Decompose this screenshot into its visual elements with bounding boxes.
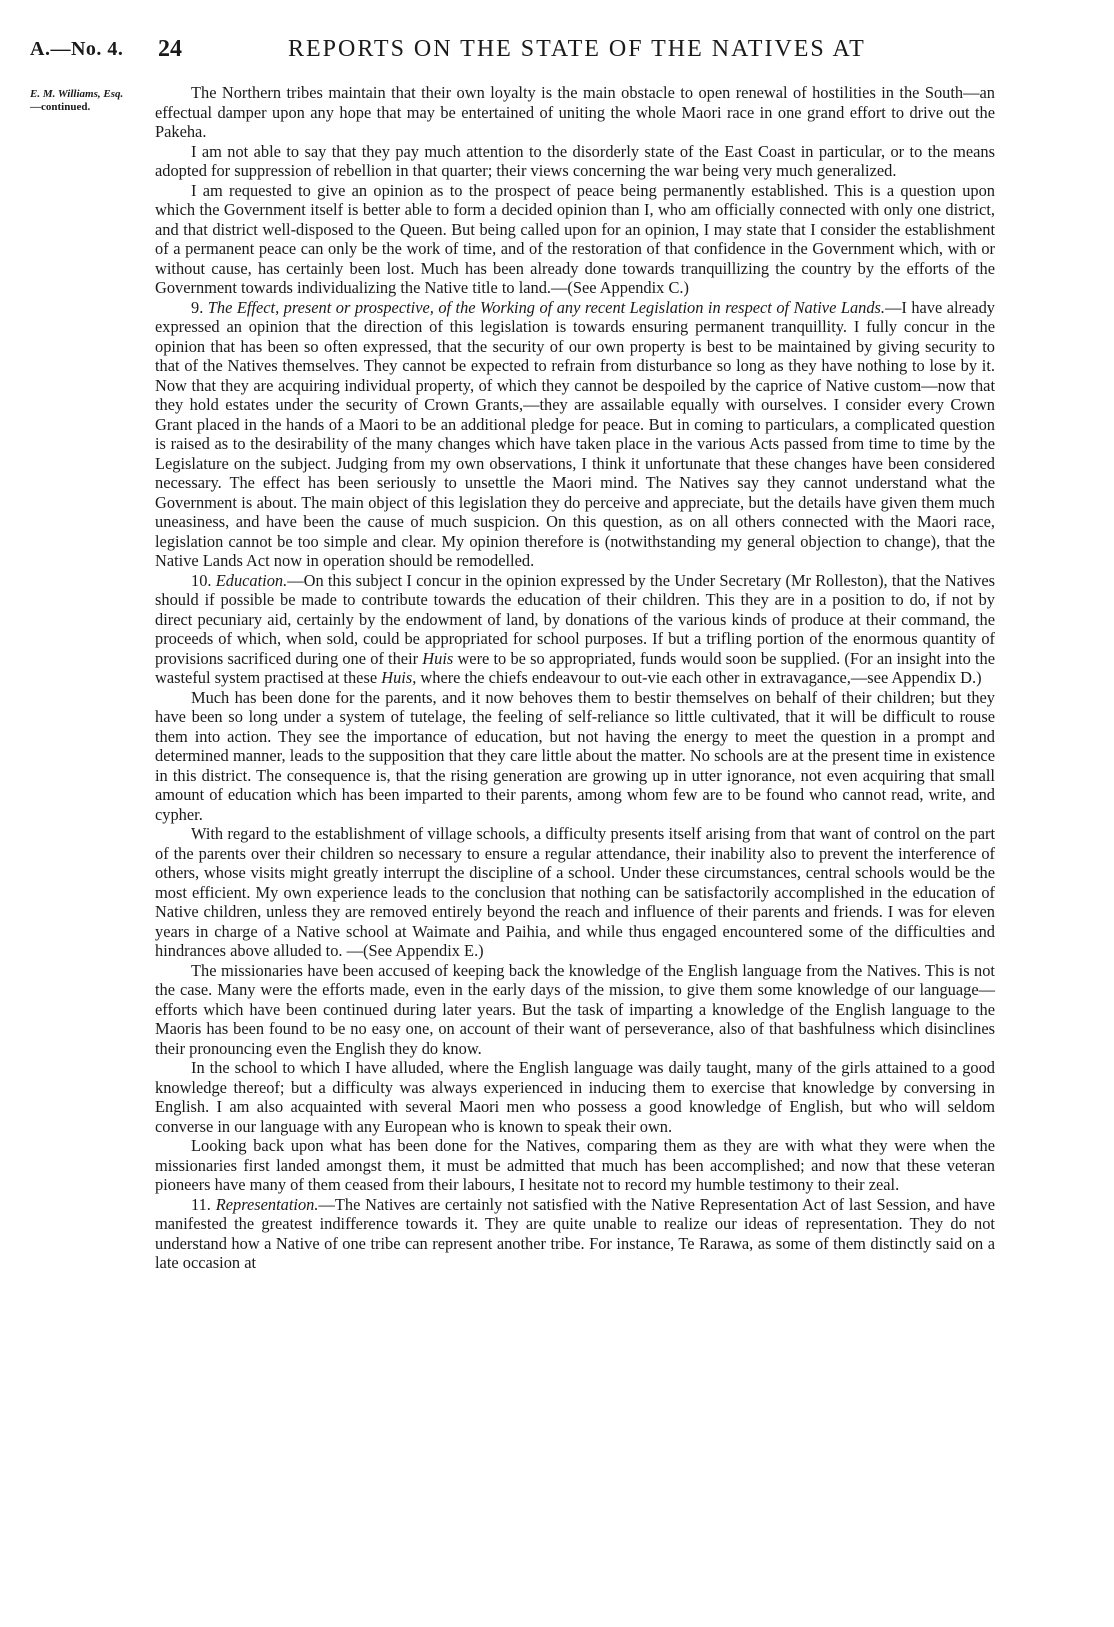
page-header [30, 36, 1090, 66]
section-text: where the chiefs endeavour to out-vie each other in extravagance,—see Appendix D.) [420, 668, 982, 687]
section-number: 9. [191, 297, 204, 317]
section-10 [155, 571, 995, 688]
paragraph: The missionaries have been accused of keeping back the knowledge of the English language from the Natives. This is not the case. Many were the efforts made, even in the early days of the mission, to give them some knowledge of our language—efforts which have been continued during later years. But the task of imparting a knowledge of the English language to the Maoris has been found to be no easy one, on account of their want of perseverance, also of that bashfulness which disinclines their pronouncing even the English they do know. [155, 960, 995, 1058]
section-text: —On this subject I concur in the opinion expressed by the Under Secretary (Mr Rolleston), that the Natives should if possible be made to contribute towards the education of their children. This they are in a position to do, if not by direct pecuniary aid, certainly by the endowment of land, by donations of the various kinds of produce at their command, the proceeds of which, when sold, could be appropriated for school purposes. If but a trifling portion of the enormous quantity of provisions sacrificed during one of their [155, 570, 995, 668]
margin-note [30, 88, 150, 114]
italic-term: Huis [422, 648, 454, 668]
section-heading: The Effect, present or prospective, of the Working of any recent Legislation in respect of Native Lands. [207, 297, 886, 317]
paragraph: Much has been done for the parents, and it now behoves them to bestir themselves on behalf of their children; but they have been so long under a system of tutelage, the feeling of self-reliance so little cultivated, that it will be difficult to rouse them into action. They see the importance of education, but not having the energy to meet the question in a prompt and determined manner, leads to the supposition that they care little about the matter. No schools are at the present time in existence in this district. The consequence is, that the rising generation are growing up in utter ignorance, not even acquiring that small amount of education which has been imparted to their parents, among whom few are to be found who cannot read, write, and cypher. [155, 687, 995, 824]
paragraph: With regard to the establishment of village schools, a difficulty presents itself arising from that want of control on the part of the parents over their children so necessary to ensure a regular attendance, their inability also to prevent the interference of others, whose visits might greatly interrupt the discipline of a school. Under these circumstances, central schools would be the most efficient. My own experience leads to the conclusion that nothing can be satisfactorily accomplished in the education of Native children, unless they are removed entirely beyond the reach and influence of their parents and friends. I was for eleven years in charge of a Native school at Waimate and Paihia, and while thus engaged encountered some of the difficulties and hindrances above alluded to. —(See Appendix E.) [155, 824, 995, 960]
margin-note-continued: —continued. [30, 101, 91, 113]
document-reference: A.—No. 4. [30, 38, 124, 60]
section-number: 11. [191, 1194, 211, 1214]
italic-term: Huis, [381, 668, 417, 687]
running-title: REPORTS ON THE STATE OF THE NATIVES AT [288, 36, 866, 62]
section-heading: Education. [215, 570, 288, 590]
section-text: —I have already expressed an opinion that the direction of this legislation is towards ensuring permanent tranquillity. I fully concur in the opinion that has been so often expressed, that the security of our own property is best to be maintained by giving security to that of the Natives themselves. They cannot be expected to refrain from disturbance so long as they have nothing to lose by it. Now that they are acquiring individual property, of which they cannot be despoiled by the caprice of Native custom—now that they hold estates under the security of Crown Grants,—they are assailable equally with ourselves. I consider every Crown Grant placed in the hands of a Maori to be an additional pledge for peace. But in coming to particulars, a complicated question is raised as to the desirability of the many changes which have taken place in the various Acts passed from time to time by the Legislature on the subject. Judging from my own observations, I think it unfortunate that these changes have been considered necessary. The effect has been seriously to unsettle the Maori mind. The Natives say they cannot understand what the Government is about. The main object of this legislation they do perceive and appreciate, but the details have given them much uneasiness, and have been the cause of much suspicion. On this question, as on all others connected with the Maori race, legislation cannot be too simple and clear. My opinion therefore is (notwithstanding my general objection to change), that the Native Lands Act now in operation should be remodelled. [155, 297, 995, 570]
paragraph: Looking back upon what has been done for the Natives, comparing them as they are with what they were when the missionaries first landed amongst them, it must be admitted that much has been accomplished; and now that these veteran pioneers have many of them ceased from their labours, I hesitate not to record my humble testimony to their zeal. [155, 1136, 995, 1194]
paragraph: The Northern tribes maintain that their own loyalty is the main obstacle to open renewal of hostilities in the South—an effectual damper upon any hope that may be entertained of uniting the whole Maori race in one grand effort to drive out the Pakeha. [155, 83, 995, 141]
body-text [155, 83, 995, 1273]
page-number: 24 [158, 36, 182, 62]
paragraph: I am not able to say that they pay much attention to the disorderly state of the East Coast in particular, or to the means adopted for suppression of rebellion in that quarter; their views concerning the war being very much generalized. [155, 141, 995, 180]
section-9 [155, 298, 995, 571]
paragraph: I am requested to give an opinion as to the prospect of peace being permanently established. This is a question upon which the Government itself is better able to form a decided opinion than I, who am officially connected with only one district, and that district well-disposed to the Queen. But being called upon for an opinion, I may state that I consider the establishment of a permanent peace can only be the work of time, and of the restoration of that confidence in the Government which, with or without cause, has certainly been lost. Much has been already done towards tranquillizing the country by the efforts of the Government towards individualizing the Native title to land.—(See Appendix C.) [155, 180, 995, 297]
paragraph: In the school to which I have alluded, where the English language was daily taught, many of the girls attained to a good knowledge thereof; but a difficulty was always experienced in inducing them to exercise that knowledge by conversing in English. I am also acquainted with several Maori men who possess a good knowledge of English, but who will seldom converse in our language with any European who is known to speak their own. [155, 1058, 995, 1136]
section-11 [155, 1195, 995, 1273]
section-heading: Representation. [215, 1194, 319, 1214]
section-number: 10. [191, 570, 212, 590]
margin-note-author: E. M. Williams, Esq. [30, 88, 124, 100]
section-text: were to be so appropriated, funds would soon be supplied. (For an insight into the wasteful system practised at these [155, 648, 995, 687]
section-text: —The Natives are certainly not satisfied with the Native Representation Act of last Session, and have manifested the greatest indifference towards it. They are quite unable to realize our ideas of representation. They do not understand how a Native of one tribe can represent another tribe. For instance, Te Rarawa, as some of them distinctly said on a late occasion at [155, 1194, 995, 1272]
